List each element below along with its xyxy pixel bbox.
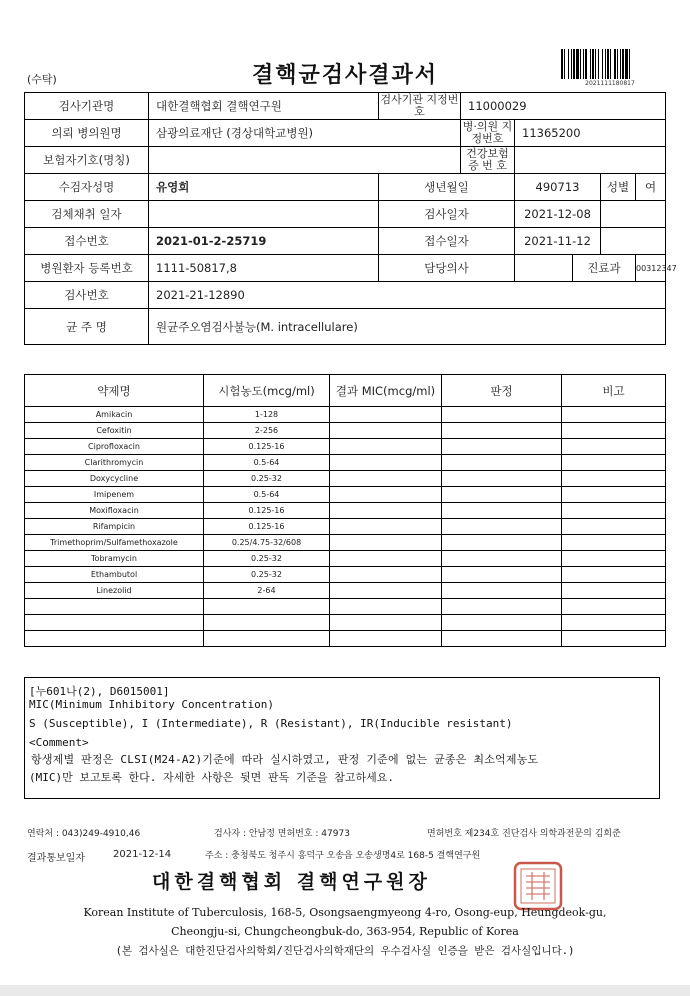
birth-value: 490713 (515, 174, 601, 201)
test-range-cell (204, 599, 330, 615)
interpretation-cell (442, 615, 562, 631)
interpretation-cell (442, 567, 562, 583)
address: 주소 : 충청북도 청주시 흥덕구 오송읍 오송생명4로 168-5 결핵연구원 (205, 851, 481, 861)
patient-name-label: 수검자성명 (25, 174, 149, 201)
table-row (25, 631, 666, 647)
patient-info-table (24, 92, 677, 345)
interpretation-cell (442, 503, 562, 519)
doctor-label: 담당의사 (379, 255, 515, 282)
table-row (25, 583, 666, 599)
interpretation-cell (442, 407, 562, 423)
remark-cell (562, 487, 666, 503)
table-row (25, 503, 666, 519)
susceptibility-table (24, 374, 666, 647)
notes-sir-definition: S (Susceptible), I (Intermediate), R (Resistant), IR(Inducible resistant) (29, 717, 513, 730)
remark-cell (562, 407, 666, 423)
sex-value: 여 (636, 174, 666, 201)
mic-cell (330, 487, 442, 503)
dept-label: 진료과 (573, 255, 636, 282)
interpretation-cell (442, 487, 562, 503)
table-row (25, 423, 666, 439)
drug-name-cell: Rifampicin (25, 519, 204, 535)
mic-cell (330, 455, 442, 471)
test-date-label: 검사일자 (379, 201, 515, 228)
test-range-cell: 0.5-64 (204, 487, 330, 503)
collect-date-value (149, 201, 379, 228)
remark-cell (562, 551, 666, 567)
table-row (25, 455, 666, 471)
drug-name-cell (25, 631, 204, 647)
test-date-value: 2021-12-08 (515, 201, 601, 228)
drug-name-cell (25, 599, 204, 615)
notes-comment-label: <Comment> (29, 736, 89, 749)
collect-date-label: 검체채취 일자 (25, 201, 149, 228)
interpretation-cell (442, 471, 562, 487)
drug-name-cell: Imipenem (25, 487, 204, 503)
english-address-line2: Cheongju-si, Chungcheongbuk-do, 363-954, Republic of Korea (171, 925, 519, 938)
patient-reg-value: 1111-50817,8 (149, 255, 379, 282)
english-address-line1: Korean Institute of Tuberculosis, 168-5, Osongsaengmyeong 4-ro, Osong-eup, Heungdeok-gu, (83, 906, 607, 919)
drug-name-cell: Ciprofloxacin (25, 439, 204, 455)
remark-cell (562, 471, 666, 487)
table-row (25, 567, 666, 583)
test-range-cell: 0.125-16 (204, 503, 330, 519)
table-row (25, 551, 666, 567)
empty-cell (601, 201, 666, 228)
table-row (25, 535, 666, 551)
header-result: 판정 (442, 375, 562, 407)
patient-reg-label: 병원환자 등록번호 (25, 255, 149, 282)
organization-signature: 대한결핵협회 결핵연구원장 (152, 871, 431, 893)
hospital-label: 의뢰 병의원명 (25, 120, 149, 147)
remark-cell (562, 455, 666, 471)
mic-cell (330, 599, 442, 615)
test-range-cell: 0.125-16 (204, 439, 330, 455)
notes-comment-line1: 항생제별 판정은 CLSI(M24-A2)기준에 따라 실시하였고, 판정 기준에 없는 균종은 최소억제농도 (31, 753, 539, 766)
header-drug: 약제명 (25, 375, 204, 407)
test-range-cell (204, 615, 330, 631)
organism-label: 균 주 명 (25, 309, 149, 345)
test-no-label: 검사번호 (25, 282, 149, 309)
interpretation-cell (442, 599, 562, 615)
test-range-cell: 0.5-64 (204, 455, 330, 471)
drug-name-cell: Clarithromycin (25, 455, 204, 471)
page-title: 결핵균검사결과서 (251, 63, 439, 88)
hospital-id-value: 11365200 (515, 120, 666, 147)
remark-cell (562, 423, 666, 439)
sex-label: 성별 (601, 174, 636, 201)
remark-cell (562, 567, 666, 583)
remark-cell (562, 583, 666, 599)
table-row (25, 439, 666, 455)
test-range-cell: 0.25-32 (204, 567, 330, 583)
mic-cell (330, 567, 442, 583)
header-range: 시험농도(mcg/ml) (204, 375, 330, 407)
mic-cell (330, 439, 442, 455)
remark-cell (562, 599, 666, 615)
lab-name-value: 대한결핵협회 결핵연구원 (149, 93, 379, 120)
remark-cell (562, 519, 666, 535)
test-range-cell: 2-64 (204, 583, 330, 599)
table-header-row (25, 375, 666, 407)
table-row (25, 407, 666, 423)
test-range-cell: 0.25-32 (204, 551, 330, 567)
patient-name-value: 유영희 (149, 174, 379, 201)
mic-cell (330, 631, 442, 647)
interpretation-cell (442, 423, 562, 439)
test-range-cell (204, 631, 330, 647)
notes-code: [누601나(2), D6015001] (29, 685, 170, 698)
test-no-value: 2021-21-12890 (149, 282, 666, 309)
official-seal-stamp (512, 860, 564, 912)
copy-label: (수탁) (27, 73, 57, 86)
remark-cell (562, 535, 666, 551)
empty-cell (601, 228, 666, 255)
table-row (25, 487, 666, 503)
notes-mic-definition: MIC(Minimum Inhibitory Concentration) (29, 698, 275, 711)
lab-name-label: 검사기관명 (25, 93, 149, 120)
header-note: 비고 (562, 375, 666, 407)
mic-cell (330, 535, 442, 551)
test-range-cell: 0.125-16 (204, 519, 330, 535)
dept-value: 00312347 (636, 255, 666, 282)
interpretation-cell (442, 583, 562, 599)
drug-name-cell: Doxycycline (25, 471, 204, 487)
contact-info: 연락처 : 043)249-4910,46 (27, 829, 141, 839)
interpretation-cell (442, 551, 562, 567)
test-range-cell: 1-128 (204, 407, 330, 423)
mic-cell (330, 471, 442, 487)
notice-date: 2021-12-14 (113, 849, 172, 860)
table-row (25, 519, 666, 535)
hospital-id-label: 병·의원 지정번호 (461, 120, 515, 147)
interpretation-cell (442, 535, 562, 551)
test-range-cell: 2-256 (204, 423, 330, 439)
remark-cell (562, 439, 666, 455)
interpretation-cell (442, 631, 562, 647)
notes-comment-line2: (MIC)만 보고토록 한다. 자세한 사항은 뒷면 판독 기준을 참고하세요. (29, 771, 394, 784)
barcode-number: 2021111180817 (585, 80, 635, 87)
page-bottom-margin (0, 985, 690, 996)
hospital-value: 삼광의료재단 (경상대학교병원) (149, 120, 461, 147)
mic-cell (330, 615, 442, 631)
lab-id-value: 11000029 (461, 93, 666, 120)
remark-cell (562, 631, 666, 647)
remark-cell (562, 503, 666, 519)
drug-name-cell: Cefoxitin (25, 423, 204, 439)
header-mic: 결과 MIC(mcg/ml) (330, 375, 442, 407)
table-row (25, 471, 666, 487)
notes-box (24, 677, 660, 799)
remark-cell (562, 615, 666, 631)
organism-value: 원균주오염검사불능(M. intracellulare) (149, 309, 666, 345)
table-row (25, 599, 666, 615)
interpretation-cell (442, 439, 562, 455)
drug-name-cell: Ethambutol (25, 567, 204, 583)
insured-label: 보험자기호(명칭) (25, 147, 149, 174)
mic-cell (330, 503, 442, 519)
doctor-value (515, 255, 573, 282)
mic-cell (330, 583, 442, 599)
mic-cell (330, 407, 442, 423)
reception-date-value: 2021-11-12 (515, 228, 601, 255)
mic-cell (330, 423, 442, 439)
test-range-cell: 0.25-32 (204, 471, 330, 487)
specialist-info: 면허번호 제234호 진단검사 의학과전문의 김희준 (427, 829, 621, 839)
reception-date-label: 접수일자 (379, 228, 515, 255)
barcode (560, 49, 660, 79)
reception-no-value: 2021-01-2-25719 (149, 228, 379, 255)
drug-name-cell (25, 615, 204, 631)
insurance-card-value (515, 147, 666, 174)
drug-name-cell: Moxifloxacin (25, 503, 204, 519)
drug-name-cell: Trimethoprim/Sulfamethoxazole (25, 535, 204, 551)
drug-name-cell: Tobramycin (25, 551, 204, 567)
table-row (25, 615, 666, 631)
insured-value (149, 147, 461, 174)
insurance-card-label: 건강보험 증 번 호 (461, 147, 515, 174)
mic-cell (330, 519, 442, 535)
test-range-cell: 0.25/4.75-32/608 (204, 535, 330, 551)
interpretation-cell (442, 455, 562, 471)
examiner-info: 검사자 : 안남정 면허번호 : 47973 (214, 829, 350, 839)
reception-no-label: 접수번호 (25, 228, 149, 255)
birth-label: 생년월일 (379, 174, 515, 201)
certification-note: (본 검사실은 대한진단검사의학회/진단검사의학재단의 우수검사실 인증을 받은 검사실입니다.) (115, 945, 575, 957)
lab-id-label: 검사기관 지정번호 (379, 93, 461, 120)
interpretation-cell (442, 519, 562, 535)
mic-cell (330, 551, 442, 567)
drug-name-cell: Linezolid (25, 583, 204, 599)
notice-date-label: 결과통보일자 (27, 853, 85, 864)
drug-name-cell: Amikacin (25, 407, 204, 423)
